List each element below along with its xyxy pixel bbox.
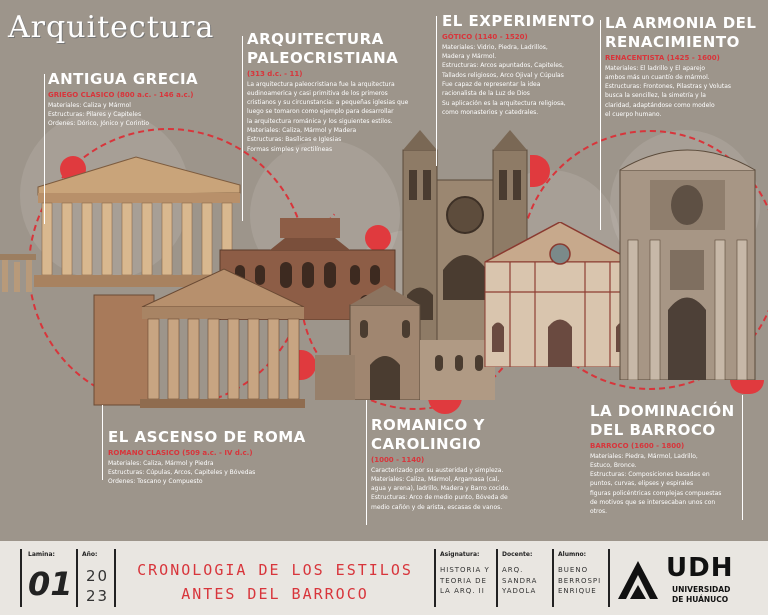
section-body [442,43,597,117]
section-romanico [371,416,561,512]
body-line: figuras policéntricas complejas compuestas [590,489,722,497]
connector-line [600,20,601,230]
body-line: Materiales: Caliza y Mármol [48,101,131,109]
body-line: Estructuras: Frontones, Pilastras y Volutas [605,83,732,91]
body-line: Materiales: El ladrillo y El aparejo [605,64,706,72]
body-line: Su aplicación es la arquitectura religiosa, [442,99,566,107]
body-line: Estructuras: Arcos apuntados, Capiteles, [442,62,564,70]
alumno-value [558,565,601,597]
lamina-label: Lamina: [28,551,55,558]
section-body [371,466,561,512]
body-line: la arquitectura románica y los siguientes estilos. [247,117,393,125]
ruins-illustration [0,248,40,293]
section-subtitle: GÓTICO (1140 - 1520) [442,32,528,41]
connector-line [366,400,367,525]
university-abbr: UDH [666,553,734,583]
alumno-line: BERROSPI [558,576,602,585]
body-line: cristianos y su circunstancia: a pequeñas iglesias que [247,99,409,107]
section-antigua-grecia [48,70,238,129]
body-line: Estructuras: Composiciones basadas en [590,471,710,479]
section-subtitle: BARROCO (1600 - 1800) [590,441,685,450]
body-line: de motivos que se intersecaban unos con [590,498,716,506]
section-body [108,459,328,487]
body-line: claridad, adaptándose como modelo [605,101,715,109]
asignatura-line: HISTORIA Y [440,566,490,574]
body-line: Materiales: Vidrio, Piedra, Ladrillos, [442,43,548,51]
alumno-box [552,549,607,607]
drawing-title-line1: CRONOLOGIA DE LOS ESTILOS [137,561,413,579]
body-line: busca la sencillez, la simetría y la [605,92,706,100]
title-block [0,535,768,615]
body-line: luego se tomaron como ejemplo para desarrollar [247,108,394,116]
section-paleocristiana [247,30,432,154]
lamina-value: 01 [28,565,73,603]
connector-line [44,74,45,224]
body-line: Estructuras: Pilares y Capiteles [48,111,142,119]
section-barroco [590,402,740,517]
asignatura-line: TEORIA DE [440,576,487,585]
docente-line: SANDRA [502,576,538,585]
section-title: ROMANICO Y CAROLINGIO [371,416,485,453]
drawing-title-line2: ANTES DEL BARROCO [181,585,369,603]
asignatura-box [434,549,494,607]
body-line: Estuco, Bronce. [590,461,637,469]
connector-line [436,16,437,166]
body-line: Tallados religiosos, Arco Ojival y Cúpulas [442,71,564,79]
body-line: puntos, curvas, elipses y espirales [590,480,694,488]
asignatura-label: Asignatura: [440,551,480,558]
section-title: EL EXPERIMENTO [442,12,595,30]
anio-bottom: 23 [86,587,110,605]
docente-value [502,565,537,597]
baroque-church-illustration [610,140,765,380]
body-line: Formas simples y rectilíneas [247,145,333,153]
body-line: medio cañón y de arista, escasas de vanos. [371,503,503,511]
body-line: Ordenes: Toscano y Compuesto [108,478,203,486]
section-body [247,80,432,154]
connector-line [742,395,743,520]
section-body [48,101,238,129]
body-line: Materiales: Caliza, Mármol, Argamasa (cal, [371,475,500,483]
romanesque-church-illustration [310,285,500,400]
section-el-experimento [442,12,597,117]
section-renacimiento [605,14,765,119]
section-title: EL ASCENSO DE ROMA [108,428,306,446]
body-line: Estructuras: Cúpulas, Arcos, Capiteles y Bóvedas [108,469,256,477]
body-line: Materiales: Piedra, Mármol, Ladrillo, [590,452,698,460]
alumno-line: ENRIQUE [558,587,597,595]
body-line: eudinoamerica y casi primitiva de los primeros [247,89,388,97]
alumno-line: BUENO [558,566,589,574]
university-name-line2: DE HUÁNUCO [672,595,729,604]
anio-box [76,549,114,607]
arquitectura-logo: Arquitectura [8,10,215,45]
docente-box [496,549,551,607]
udh-logo-icon [616,557,660,601]
title-box [114,549,432,607]
connector-line [102,405,103,480]
pantheon-illustration [92,265,307,410]
section-title: LA DOMINACIÓN DEL BARROCO [590,402,735,439]
red-dot [730,380,764,394]
section-title: ANTIGUA GRECIA [48,70,199,88]
body-line: ambos más un cuantío de mármol. [605,73,710,81]
body-line: otros. [590,508,608,516]
body-line: Materiales: Caliza, Mármol y Madera [247,126,357,134]
body-line: Estructuras: Arco de medio punto, Bóveda de [371,494,508,502]
body-line: Fue capaz de representar la idea [442,80,541,88]
body-line: La arquitectura paleocristiana fue la arquitectura [247,80,395,88]
body-line: Ordenes: Dórico, Jónico y Corintio [48,120,150,128]
section-title: ARQUITECTURA PALEOCRISTIANA [247,30,399,67]
body-line: Materiales: Caliza, Mármol y Piedra [108,459,214,467]
alumno-label: Alumno: [558,551,587,558]
body-line: agua y arena), ladrillo, Madera y Barro cocido. [371,485,510,493]
docente-line: YADOLA [502,587,537,595]
section-title: LA ARMONIA DEL RENACIMIENTO [605,14,757,51]
anio-top: 20 [86,567,110,585]
asignatura-line: LA ARQ. II [440,587,485,595]
body-line: Estructuras: Basílicas e Iglesias [247,136,342,144]
body-line: como monasterios y catedrales. [442,108,539,116]
section-subtitle: ROMANO CLASICO (509 a.c. - IV d.c.) [108,448,253,457]
section-body [605,64,765,120]
section-body [590,452,740,517]
body-line: el cuerpo humano. [605,110,662,118]
connector-line [242,36,243,221]
section-subtitle: RENACENTISTA (1425 - 1600) [605,53,720,62]
section-subtitle: GRIEGO CLASICO (800 a.c. - 146 a.c.) [48,90,194,99]
body-line: Caracterizado por su austeridad y simpleza. [371,466,504,474]
asignatura-value [440,565,490,597]
lamina-box [20,549,75,607]
body-line: racionalista de la Luz de Dios [442,90,530,98]
university-name-line1: UNIVERSIDAD [672,585,731,594]
body-line: Madera y Mármol. [442,53,497,61]
section-subtitle: (313 d.c. - 11) [247,69,303,78]
section-subtitle: (1000 - 1140) [371,455,425,464]
docente-label: Docente: [502,551,533,558]
docente-line: ARQ. [502,566,524,574]
anio-label: Año: [82,551,98,558]
section-ascenso-roma [108,428,328,487]
university-box [608,549,760,607]
